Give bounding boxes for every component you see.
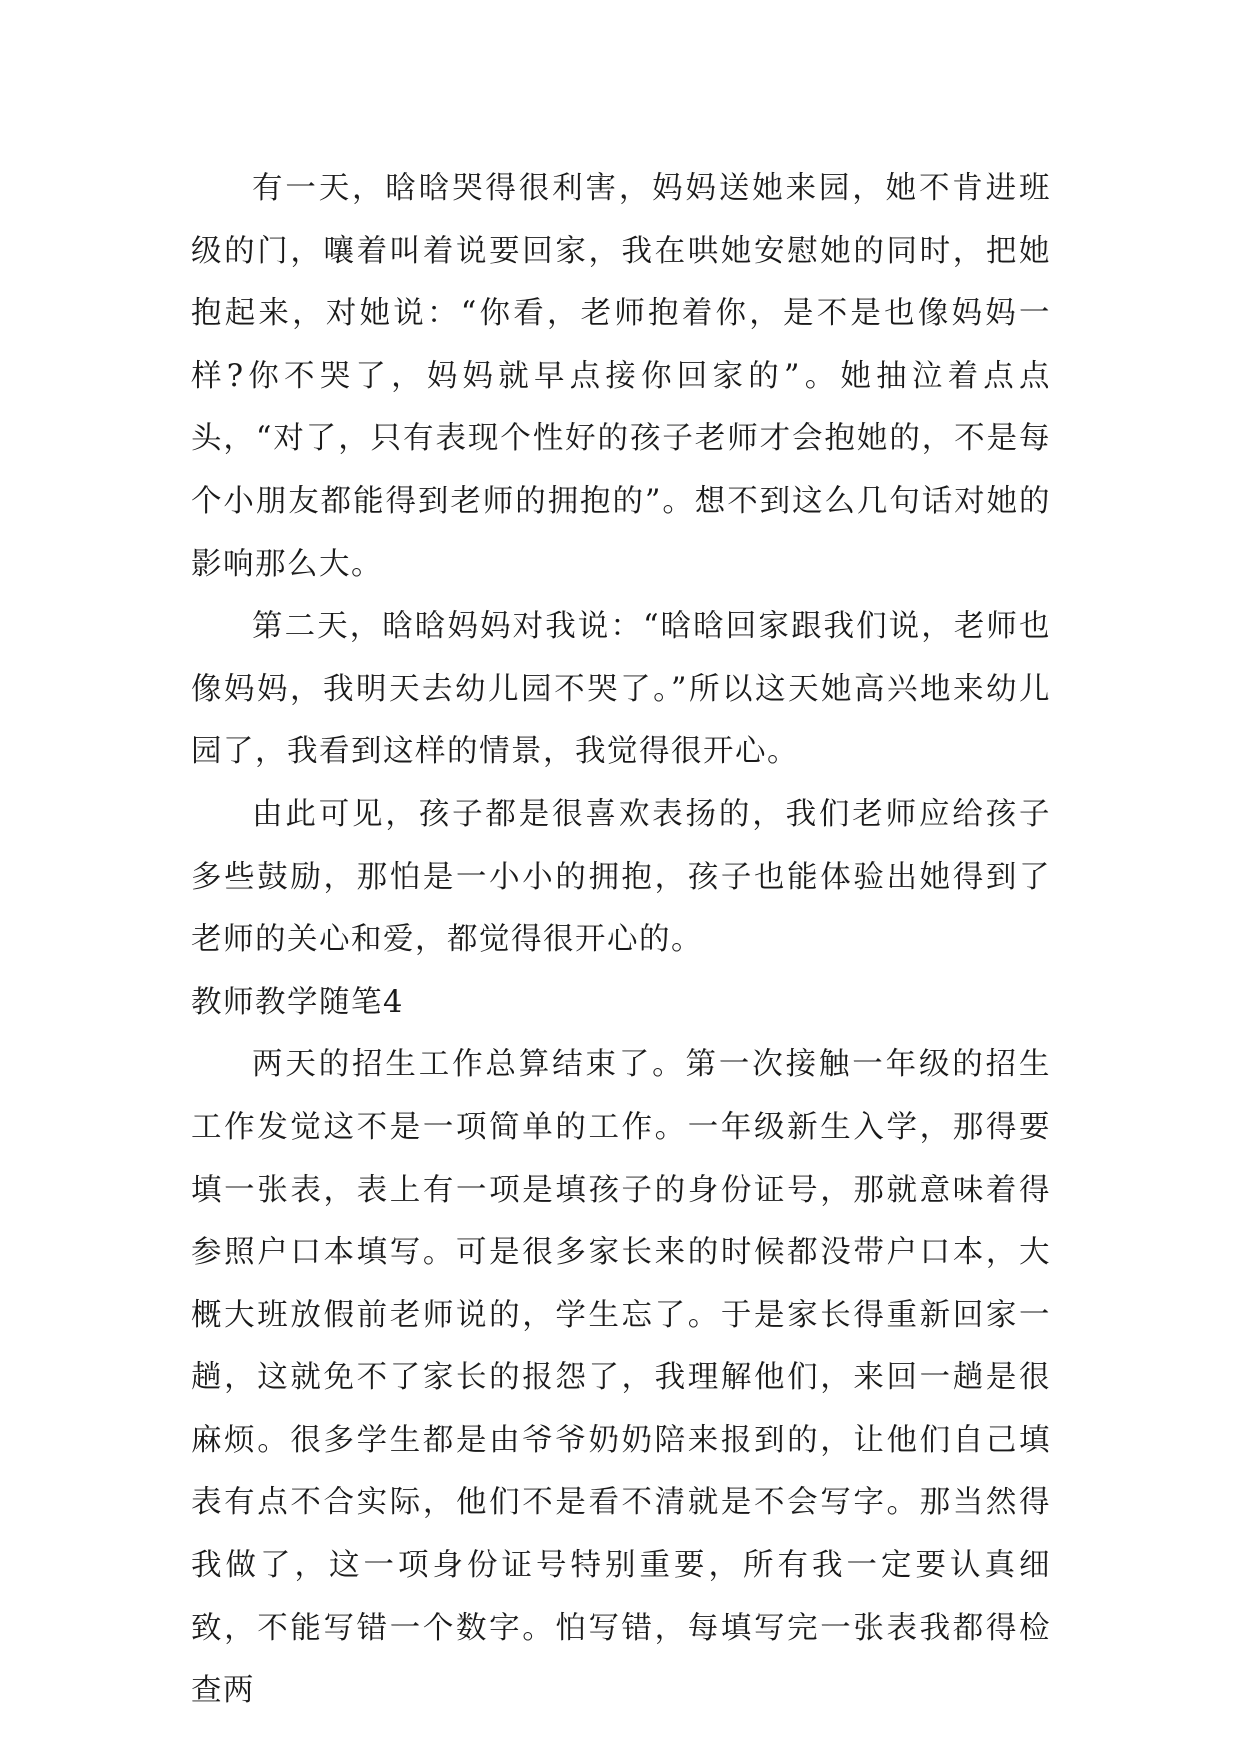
section-heading: 教师教学随笔4 <box>191 984 404 1020</box>
paragraph-conclusion: 由此可见，孩子都是很喜欢表扬的，我们老师应给孩子多些鼓励，那怕是一小小的拥抱，孩子也能体验出她得到了老师的关心和爱，都觉得很开心的。 <box>191 796 1051 958</box>
document-body <box>191 158 1051 1723</box>
paragraph-next-day: 第二天，晗晗妈妈对我说：“晗晗回家跟我们说，老师也像妈妈，我明天去幼儿园不哭了。”所以这天她高兴地来幼儿园了，我看到这样的情景，我觉得很开心。 <box>191 609 1051 770</box>
paragraph-hug-story: 有一天，晗晗哭得很利害，妈妈送她来园，她不肯进班级的门，嚷着叫着说要回家，我在哄她安慰她的同时，把她抱起来，对她说：“你看，老师抱着你，是不是也像妈妈一样?你不哭了，妈妈就早点接你回家的”。她抽泣着点点头，“对了，只有表现个性好的孩子老师才会抱她的，不是每个小朋友都能得到老师的拥抱的”。想不到这么几句话对她的影响那么大。 <box>191 171 1051 582</box>
paragraph-enrollment: 两天的招生工作总算结束了。第一次接触一年级的招生工作发觉这不是一项简单的工作。一年级新生入学，那得要填一张表，表上有一项是填孩子的身份证号，那就意味着得参照户口本填写。可是很多家长来的时候都没带户口本，大概大班放假前老师说的，学生忘了。于是家长得重新回家一趟，这就免不了家长的报怨了，我理解他们，来回一趟是很麻烦。很多学生都是由爷爷奶奶陪来报到的，让他们自己填表有点不合实际，他们不是看不清就是不会写字。那当然得我做了，这一项身份证号特别重要，所有我一定要认真细致，不能写错一个数字。怕写错，每填写完一张表我都得检查两 <box>191 1047 1051 1709</box>
